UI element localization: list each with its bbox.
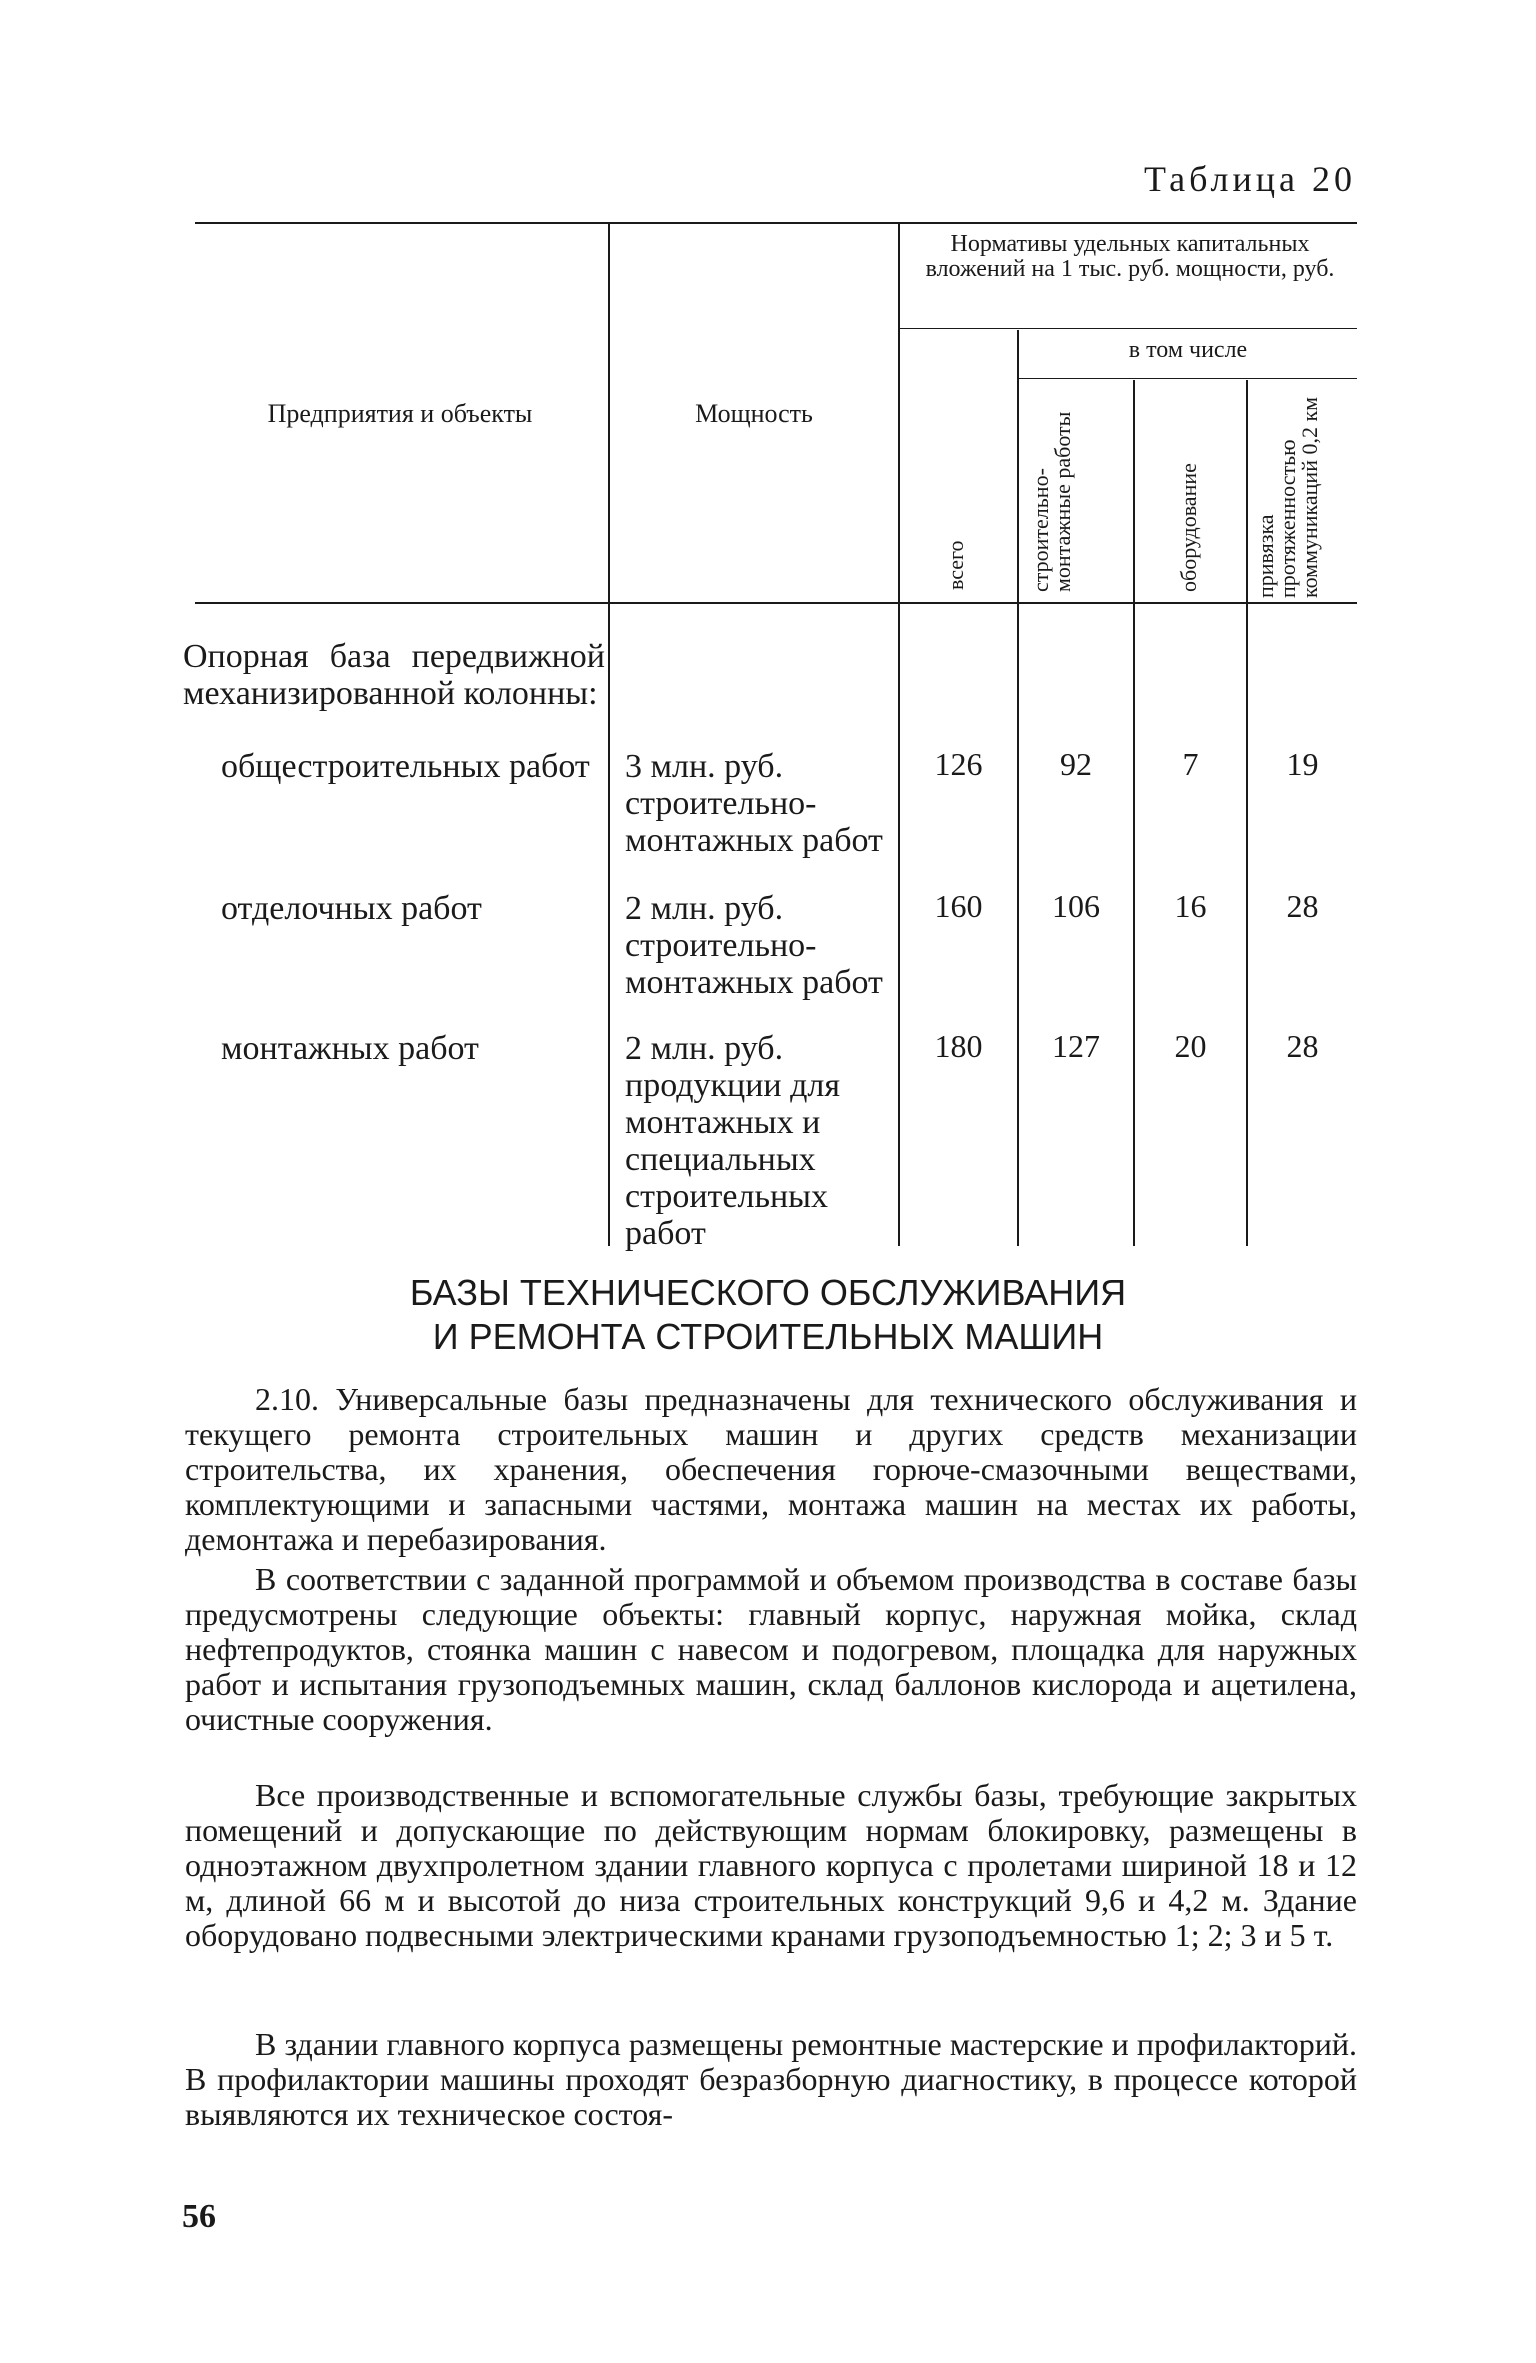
row2-construction: 106	[1052, 888, 1100, 924]
section-heading-line1: БАЗЫ ТЕХНИЧЕСКОГО ОБСЛУЖИВАНИЯ	[409, 1272, 1127, 1313]
paragraph-2: В соответствии с заданной программой и объемом производства в составе базы предусмотрены следующие объекты: главный корпус, наружная мойка, склад нефтепродуктов, стоянка машин с навесом и подогревом, площадка для наружных работ и испытания грузоподъемных машин, склад баллонов кислорода и ацетилена, очистные сооружения.	[185, 1561, 1357, 1737]
table-caption: Таблица 20	[1144, 159, 1356, 199]
header-enterprises: Предприятия и объекты	[267, 399, 533, 428]
paragraph-3: Все производственные и вспомогательные службы базы, требующие закрытых помещений и допускающие по действующим нормам блокировку, размещены в одноэтажном двухпролетном здании главного корпуса с пролетами шириной 18 и 12 м, длиной 66 м и высотой до низа строительных конструкций 9,6 и 4,2 м. Здание оборудовано подвесными электрическими кранами грузоподъемностью 1; 2; 3 и 5 т.	[185, 1777, 1357, 1953]
page-number: 56	[182, 2198, 216, 2235]
vrule-col5	[1133, 380, 1135, 1246]
row1-equipment: 7	[1182, 746, 1199, 782]
section-heading-line2: И РЕМОНТА СТРОИТЕЛЬНЫХ МАШИН	[432, 1316, 1104, 1357]
row2-equipment: 16	[1174, 888, 1207, 924]
norms-subrule	[900, 328, 1357, 329]
paragraph-1: 2.10. Универсальные базы предназначены для технического обслуживания и текущего ремонта строительных машин и других средств механизации строительства, их хранения, обеспечения горюче-смазочными веществами, комплектующими и запасными частями, монтажа машин на местах их работы, демонтажа и перебазирования.	[185, 1381, 1357, 1557]
row2-total: 160	[934, 888, 983, 924]
header-construction: строительно-монтажные работы	[1028, 411, 1075, 592]
vrule-col3	[898, 224, 900, 1246]
row2-capacity: 2 млн. руб. строительно-монтажных работ	[625, 890, 883, 1001]
row1-construction: 92	[1060, 746, 1092, 782]
row3-equipment: 20	[1174, 1028, 1207, 1064]
header-in-that-number: в том числе	[1128, 337, 1248, 363]
header-capacity: Мощность	[695, 399, 813, 428]
row2-name: отделочных работ	[221, 890, 482, 927]
paragraph-4: В здании главного корпуса размещены ремонтные мастерские и профилакторий. В профилактории машины проходят безразборную диагностику, в процессе которой выявляются их техническое состоя-	[185, 2026, 1357, 2132]
vrule-col4	[1017, 330, 1019, 1246]
header-equipment: оборудование	[1176, 463, 1201, 592]
header-bottom-rule	[195, 602, 1357, 604]
header-norms: Нормативы удельных капитальных вложений на 1 тыс. руб. мощности, руб.	[925, 231, 1335, 282]
row3-name: монтажных работ	[221, 1030, 479, 1067]
table-top-rule	[195, 222, 1357, 224]
header-total: всего	[943, 540, 968, 590]
row1-linkage: 19	[1286, 746, 1319, 782]
row1-capacity: 3 млн. руб. строительно-монтажных работ	[625, 748, 883, 859]
vrule-col2	[608, 224, 610, 1246]
row3-linkage: 28	[1286, 1028, 1319, 1064]
group-label: Опорная база передвижной механизированной колонны:	[183, 638, 605, 712]
row2-linkage: 28	[1286, 888, 1319, 924]
row1-name: общестроительных работ	[221, 748, 590, 785]
in-number-subrule	[1018, 378, 1357, 379]
row3-capacity: 2 млн. руб. продукции для монтажных и специальных строительных работ	[625, 1030, 841, 1252]
vrule-col6	[1246, 380, 1248, 1246]
row3-construction: 127	[1052, 1028, 1100, 1064]
row3-total: 180	[934, 1028, 983, 1064]
row1-total: 126	[934, 746, 983, 782]
header-linkage: привязка протяженностью коммуникаций 0,2 км	[1253, 396, 1322, 598]
